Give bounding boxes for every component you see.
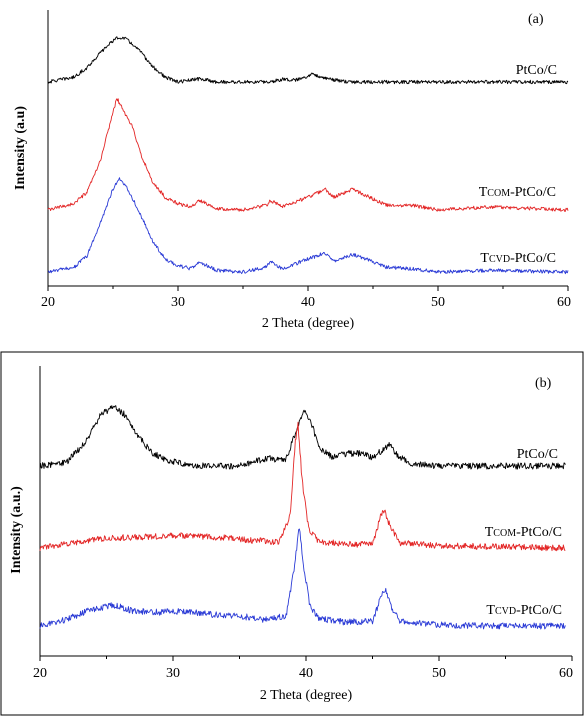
panel-a-series-label-tcvd: TCVD-PtCo/C xyxy=(480,251,556,266)
panel-b-traces xyxy=(40,406,565,629)
panel-a-trace-ptco xyxy=(48,37,568,84)
panel-a-series-label-ptco: PtCo/C xyxy=(515,63,557,78)
panel-a-x-tick-labels xyxy=(41,295,571,310)
panel-a-tick-label-30: 30 xyxy=(171,295,185,310)
panel-a-traces xyxy=(48,37,568,274)
panel-b-series-label-tcvd: TCVD-PtCo/C xyxy=(486,603,562,618)
panel-b-tick-label-60: 60 xyxy=(559,666,573,681)
panel-b-tick-label-30: 30 xyxy=(166,666,180,681)
panel-b-x-axis-label: 2 Theta (degree) xyxy=(259,688,353,703)
panel-b-tick-label-20: 20 xyxy=(33,666,47,681)
panel-b-y-axis-label: Intensity (a.u.) xyxy=(9,486,24,574)
panel-b-tick-label-50: 50 xyxy=(432,666,446,681)
panel-a-series-label-tcom: TCOM-PtCo/C xyxy=(478,185,556,200)
panel-b-trace-ptco xyxy=(40,406,565,469)
panel-b-label: (b) xyxy=(535,376,552,391)
panel-a xyxy=(13,10,571,331)
panel-b-series-label-tcom: TCOM-PtCo/C xyxy=(484,525,562,540)
panel-a-label: (a) xyxy=(528,12,544,27)
panel-b-tick-label-40: 40 xyxy=(299,666,313,681)
panel-a-tick-label-20: 20 xyxy=(41,295,55,310)
panel-a-x-ticks xyxy=(48,286,568,291)
panel-b xyxy=(1,352,583,715)
panel-b-x-tick-labels xyxy=(33,666,573,681)
panel-a-tick-label-40: 40 xyxy=(301,295,315,310)
panel-a-y-axis-label: Intensity (a.u) xyxy=(13,105,28,191)
panel-a-x-axis-label: 2 Theta (degree) xyxy=(261,316,355,331)
panel-b-series-label-ptco: PtCo/C xyxy=(516,447,558,462)
panel-a-tick-label-60: 60 xyxy=(557,295,571,310)
panel-b-x-ticks xyxy=(40,656,572,661)
panel-a-tick-label-50: 50 xyxy=(431,295,445,310)
